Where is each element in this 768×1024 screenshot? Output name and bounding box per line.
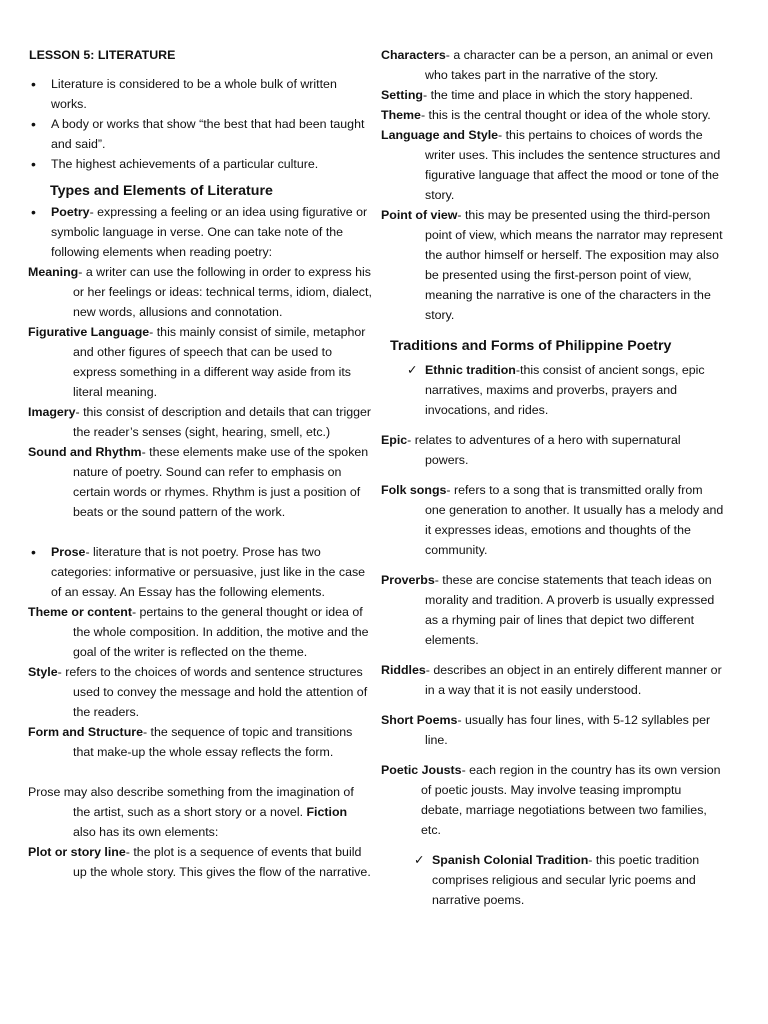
poetry-term: Poetry xyxy=(51,205,90,219)
point-of-view-text: - this may be presented using the third-person point of view, which means the narrator may represent the author himself or herself. The exposition may also be presented using the first-person point of view, meaning the narrative is one of the characters in the story. xyxy=(425,208,723,322)
language-style-text: - this pertains to choices of words the writer uses. This includes the sentence structures and figurative language that affect the mood or tone of the story. xyxy=(425,128,721,202)
short-poems-entry xyxy=(381,710,726,750)
prose-fiction-text-end: also has its own elements: xyxy=(73,825,219,839)
meaning-term: Meaning xyxy=(28,265,79,279)
sound-rhythm-text: - these elements make use of the spoken nature of poetry. Sound can refer to emphasis on certain words or rhymes. Rhythm is just a position of beats or the sound pattern of the work. xyxy=(73,445,369,519)
figurative-entry xyxy=(28,322,373,402)
intro-bullet: • Literature is considered to be a whole bulk of written works. xyxy=(28,74,373,114)
proverbs-term: Proverbs xyxy=(381,573,435,587)
intro-bullet: • A body or works that show “the best that had been taught and said”. xyxy=(28,114,373,154)
form-structure-term: Form and Structure xyxy=(28,725,143,739)
intro-bullet: • The highest achievements of a particular culture. xyxy=(28,154,373,174)
theme-content-text: - pertains to the general thought or idea of the whole composition. In addition, the motive and the goal of the writer is reflected on the theme. xyxy=(73,605,369,659)
form-structure-entry xyxy=(28,722,373,762)
theme-term: Theme xyxy=(381,108,421,122)
sound-rhythm-entry xyxy=(28,442,373,522)
poetry-entry xyxy=(28,202,373,262)
folk-songs-text: - refers to a song that is transmitted orally from one generation to another. It usually has a melody and it expresses ideas, emotions and thoughts of the community. xyxy=(425,483,724,557)
prose-entry xyxy=(28,542,373,602)
riddles-entry xyxy=(381,660,726,700)
imagery-entry xyxy=(28,402,373,442)
setting-entry xyxy=(381,85,726,105)
style-entry xyxy=(28,662,373,722)
epic-text: - relates to adventures of a hero with supernatural powers. xyxy=(407,433,681,467)
form-structure-text: - the sequence of topic and transitions that make-up the whole essay reflects the form. xyxy=(73,725,353,759)
characters-entry xyxy=(381,45,726,85)
short-poems-text: - usually has four lines, with 5-12 syllables per line. xyxy=(425,713,711,747)
epic-term: Epic xyxy=(381,433,408,447)
prose-fiction-entry xyxy=(28,782,373,842)
riddles-term: Riddles xyxy=(381,663,426,677)
poetic-jousts-entry xyxy=(381,760,726,840)
folk-songs-entry xyxy=(381,480,726,560)
left-column xyxy=(28,45,373,882)
sound-rhythm-term: Sound and Rhythm xyxy=(28,445,142,459)
style-text: - refers to the choices of words and sentence structures used to convey the message and hold the attention of the readers. xyxy=(57,665,368,719)
lesson-title: LESSON 5: LITERATURE xyxy=(29,48,176,62)
theme-content-entry xyxy=(28,602,373,662)
plot-entry xyxy=(28,842,373,882)
poetic-jousts-text: - each region in the country has its own version of poetic jousts. May involve teasing impromptu debate, marriage negotiations between two families, etc. xyxy=(421,763,721,837)
short-poems-term: Short Poems xyxy=(381,713,458,727)
spanish-colonial-entry xyxy=(381,850,726,910)
section-heading-types: Types and Elements of Literature xyxy=(50,183,273,199)
ethnic-tradition-term: Ethnic tradition xyxy=(425,363,516,377)
imagery-term: Imagery xyxy=(28,405,76,419)
prose-term: Prose xyxy=(51,545,86,559)
figurative-term: Figurative Language xyxy=(28,325,150,339)
prose-text: - literature that is not poetry. Prose has two categories: informative or persuasive, just like in the case of an essay. An Essay has the following elements. xyxy=(51,545,366,599)
plot-term: Plot or story line xyxy=(28,845,126,859)
poetic-jousts-term: Poetic Jousts xyxy=(381,763,462,777)
section-heading-traditions: Traditions and Forms of Philippine Poetry xyxy=(390,338,672,354)
style-term: Style xyxy=(28,665,58,679)
point-of-view-entry xyxy=(381,205,726,325)
spanish-colonial-term: Spanish Colonial Tradition xyxy=(432,853,589,867)
check-icon: ✓ xyxy=(407,363,418,377)
point-of-view-term: Point of view xyxy=(381,208,458,222)
characters-term: Characters xyxy=(381,48,446,62)
proverbs-text: - these are concise statements that teach ideas on morality and tradition. A proverb is usually expressed as a rhyming pair of lines that depict two different elements. xyxy=(425,573,715,647)
theme-text: - this is the central thought or idea of the whole story. xyxy=(420,108,711,122)
right-column xyxy=(381,45,726,910)
spanish-colonial-text: - this poetic tradition comprises religious and secular lyric poems and narrative poems. xyxy=(432,853,700,907)
theme-content-term: Theme or content xyxy=(28,605,132,619)
proverbs-entry xyxy=(381,570,726,650)
riddles-text: - describes an object in an entirely different manner or in a way that it is not easily understood. xyxy=(425,663,722,697)
imagery-text: - this consist of description and details that can trigger the reader’s senses (sight, hearing, smell, etc.) xyxy=(73,405,371,439)
folk-songs-term: Folk songs xyxy=(381,483,447,497)
ethnic-tradition-text: -this consist of ancient songs, epic narratives, maxims and proverbs, prayers and invocations, and rides. xyxy=(425,363,705,417)
language-style-entry xyxy=(381,125,726,205)
characters-text: - a character can be a person, an animal or even who takes part in the narrative of the story. xyxy=(425,48,713,82)
check-icon: ✓ xyxy=(414,853,425,867)
ethnic-tradition-entry xyxy=(381,360,726,420)
epic-entry xyxy=(381,430,726,470)
intro-bullet-list xyxy=(28,74,373,174)
plot-text: - the plot is a sequence of events that build up the whole story. This gives the flow of the narrative. xyxy=(73,845,371,879)
meaning-text: - a writer can use the following in order to express his or her feelings or ideas: technical terms, idiom, dialect, new words, allusions and connotation. xyxy=(73,265,372,319)
theme-entry xyxy=(381,105,726,125)
meaning-entry xyxy=(28,262,373,322)
figurative-text: - this mainly consist of simile, metaphor and other figures of speech that can be used to express something in a different way aside from its literal meaning. xyxy=(73,325,366,399)
poetry-text: - expressing a feeling or an idea using figurative or symbolic language in verse. One can take note of the following elements when reading poetry: xyxy=(51,205,368,259)
setting-text: - the time and place in which the story happened. xyxy=(423,88,694,102)
fiction-term: Fiction xyxy=(306,805,348,819)
setting-term: Setting xyxy=(381,88,423,102)
prose-fiction-text: Prose may also describe something from the imagination of the artist, such as a short story or a novel. xyxy=(28,785,354,819)
language-style-term: Language and Style xyxy=(381,128,499,142)
